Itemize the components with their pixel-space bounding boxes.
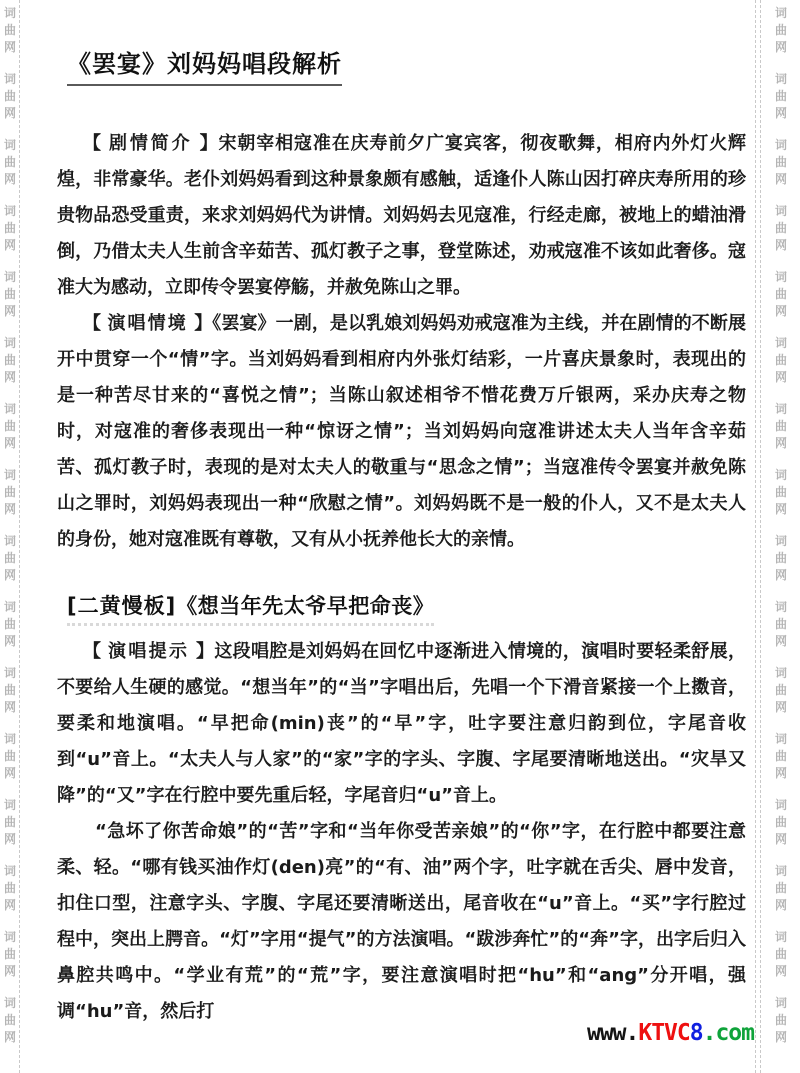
watermark-char: 网 [774, 898, 787, 912]
watermark-text-group [774, 731, 788, 782]
watermark-char: 曲 [774, 881, 787, 895]
watermark-char: 词 [774, 402, 787, 416]
watermark-text-group [774, 467, 788, 518]
watermark-text-group [3, 269, 17, 320]
watermark-char: 曲 [3, 485, 16, 499]
right-watermark-column [774, 5, 788, 1061]
watermark-char: 词 [3, 468, 16, 482]
paragraph-text: “急坏了你苦命娘”的“苦”字和“当年你受苦亲娘”的“你”字，在行腔中都要注意柔、轻。“哪有钱买油作灯(den)亮”的“有、油”两个字，吐字就在舌尖、唇中发音，扣住口型，注意字头、字腹、字尾还要清晰送出，尾音收在“u”音上。“买”字行腔过程中，突出上腭音。“灯”字用“提气”的方法演唱。“跋涉奔忙”的“奔”字，出字后归入鼻腔共鸣中。“学业有荒”的“荒”字，要注意演唱时把“hu”和“ang”分开唱，强调“hu”音，然后打 [57, 821, 746, 1022]
watermark-char: 网 [774, 172, 787, 186]
watermark-char: 词 [3, 6, 16, 20]
left-watermark-column [3, 5, 17, 1061]
watermark-char: 词 [3, 732, 16, 746]
watermark-char: 网 [774, 370, 787, 384]
label-open-bracket: 【 [83, 641, 108, 662]
watermark-char: 网 [3, 40, 16, 54]
aria-type-tag: [二黄慢板] [67, 594, 177, 618]
watermark-text-group [3, 995, 17, 1046]
watermark-char: 词 [3, 864, 16, 878]
site-url-segment: 8 [689, 1020, 703, 1046]
watermark-char: 网 [774, 106, 787, 120]
watermark-text-group [3, 797, 17, 848]
watermark-text-group [774, 5, 788, 56]
watermark-char: 词 [3, 204, 16, 218]
watermark-text-group [774, 863, 788, 914]
watermark-text-group [3, 401, 17, 452]
watermark-char: 词 [3, 600, 16, 614]
site-url-segment: .com [702, 1020, 754, 1046]
watermark-char: 网 [3, 964, 16, 978]
watermark-char: 词 [774, 996, 787, 1010]
watermark-char: 曲 [774, 221, 787, 235]
watermark-char: 词 [3, 270, 16, 284]
document-content [57, 0, 746, 1030]
watermark-char: 网 [774, 964, 787, 978]
watermark-char: 曲 [774, 617, 787, 631]
watermark-text-group [3, 203, 17, 254]
watermark-char: 曲 [774, 551, 787, 565]
watermark-char: 曲 [774, 1013, 787, 1027]
watermark-char: 词 [774, 336, 787, 350]
label-open-bracket: 【 [83, 133, 110, 154]
watermark-char: 网 [774, 700, 787, 714]
paragraph-singing-tips-continued [57, 814, 746, 1030]
watermark-text-group [3, 5, 17, 56]
watermark-char: 曲 [3, 749, 16, 763]
watermark-char: 曲 [3, 221, 16, 235]
watermark-char: 曲 [3, 815, 16, 829]
watermark-char: 网 [3, 700, 16, 714]
section-heading-row [57, 558, 746, 634]
watermark-char: 网 [3, 172, 16, 186]
watermark-char: 曲 [3, 947, 16, 961]
watermark-char: 曲 [3, 683, 16, 697]
watermark-char: 词 [774, 666, 787, 680]
watermark-char: 网 [3, 898, 16, 912]
watermark-text-group [774, 401, 788, 452]
left-dashed-rule [19, 0, 20, 1073]
watermark-char: 网 [774, 238, 787, 252]
paragraph-text: 宋朝宰相寇准在庆寿前夕广宴宾客，彻夜歌舞，相府内外灯火辉煌，非常豪华。老仆刘妈妈看到这种景象颇有感触，适逢仆人陈山因打碎庆寿所用的珍贵物品恐受重责，来求刘妈妈代为讲情。刘妈妈去见寇准，行经走廊，被地上的蜡油滑倒，乃借太夫人生前含辛茹苦、孤灯教子之事，登堂陈述，劝戒寇准不该如此奢侈。寇准大为感动，立即传令罢宴停觞，并赦免陈山之罪。 [57, 133, 746, 298]
paragraph-singing-tips [57, 634, 746, 814]
watermark-text-group [3, 71, 17, 122]
watermark-char: 网 [3, 238, 16, 252]
watermark-text-group [774, 599, 788, 650]
site-url-segment: KTVC [638, 1020, 690, 1046]
watermark-text-group [774, 665, 788, 716]
watermark-char: 网 [774, 832, 787, 846]
watermark-char: 网 [774, 304, 787, 318]
label-close-bracket: 】 [192, 133, 219, 154]
watermark-char: 网 [3, 436, 16, 450]
watermark-char: 词 [3, 402, 16, 416]
watermark-text-group [3, 137, 17, 188]
watermark-char: 曲 [3, 1013, 16, 1027]
watermark-char: 曲 [774, 485, 787, 499]
watermark-text-group [3, 467, 17, 518]
watermark-text-group [774, 929, 788, 980]
watermark-char: 词 [3, 930, 16, 944]
watermark-char: 网 [774, 568, 787, 582]
watermark-text-group [774, 533, 788, 584]
watermark-char: 曲 [774, 89, 787, 103]
watermark-text-group [3, 929, 17, 980]
watermark-char: 词 [774, 930, 787, 944]
watermark-char: 曲 [3, 551, 16, 565]
watermark-char: 曲 [3, 881, 16, 895]
watermark-char: 曲 [774, 683, 787, 697]
watermark-char: 网 [3, 370, 16, 384]
watermark-char: 词 [774, 72, 787, 86]
watermark-char: 曲 [774, 287, 787, 301]
watermark-char: 网 [774, 502, 787, 516]
watermark-char: 曲 [3, 23, 16, 37]
paragraph-text: 《罢宴》一剧，是以乳娘刘妈妈劝戒寇准为主线，并在剧情的不断展开中贯穿一个“情”字。当刘妈妈看到相府内外张灯结彩，一片喜庆景象时，表现出的是一种苦尽甘来的“喜悦之情”；当陈山叙述相爷不惜花费万斤银两，采办庆寿之物时，对寇准的奢侈表现出一种“惊讶之情”；当刘妈妈向寇准讲述太夫人当年含辛茹苦、孤灯教子时，表现的是对太夫人的敬重与“思念之情”；当寇准传令罢宴并赦免陈山之罪时，刘妈妈表现出一种“欣慰之情”。刘妈妈既不是一般的仆人，又不是太夫人的身份，她对寇准既有尊敬，又有从小抚养他长大的亲情。 [57, 313, 746, 550]
page-title: 《罢宴》刘妈妈唱段解析 [67, 44, 342, 86]
watermark-char: 词 [774, 6, 787, 20]
watermark-char: 曲 [774, 749, 787, 763]
watermark-char: 词 [774, 732, 787, 746]
watermark-char: 曲 [774, 23, 787, 37]
document-body [57, 126, 746, 1030]
watermark-char: 网 [3, 568, 16, 582]
watermark-char: 网 [3, 832, 16, 846]
watermark-char: 词 [3, 534, 16, 548]
watermark-char: 网 [3, 766, 16, 780]
paragraph-synopsis [57, 126, 746, 306]
watermark-char: 曲 [774, 947, 787, 961]
watermark-char: 词 [3, 666, 16, 680]
watermark-char: 词 [774, 798, 787, 812]
paragraph-label: 【 剧情简介 】 [83, 133, 219, 154]
site-url-watermark [587, 1022, 754, 1045]
watermark-char: 曲 [3, 287, 16, 301]
watermark-char: 词 [3, 336, 16, 350]
watermark-char: 曲 [3, 353, 16, 367]
watermark-char: 网 [774, 40, 787, 54]
watermark-text-group [774, 797, 788, 848]
watermark-text-group [774, 137, 788, 188]
watermark-text-group [774, 995, 788, 1046]
watermark-char: 曲 [3, 419, 16, 433]
right-dashed-rule-inner [760, 0, 761, 1073]
watermark-text-group [3, 731, 17, 782]
paragraph-text: 这段唱腔是刘妈妈在回忆中逐渐进入情境的，演唱时要轻柔舒展，不要给人生硬的感觉。“想当年”的“当”字唱出后，先唱一个下滑音紧接一个上擞音，要柔和地演唱。“早把命(min)丧”的“早”字，吐字要注意归韵到位，字尾音收到“u”音上。“太夫人与人家”的“家”字的字头、字腹、字尾要清晰地送出。“灾旱又降”的“又”字在行腔中要先重后轻，字尾音归“u”音上。 [57, 641, 746, 806]
watermark-text-group [774, 269, 788, 320]
watermark-char: 网 [774, 634, 787, 648]
watermark-char: 网 [774, 1030, 787, 1044]
watermark-char: 词 [774, 138, 787, 152]
watermark-char: 网 [3, 304, 16, 318]
watermark-text-group [3, 665, 17, 716]
watermark-char: 词 [3, 996, 16, 1010]
watermark-text-group [774, 203, 788, 254]
watermark-char: 曲 [3, 617, 16, 631]
paragraph-label: 【 演唱提示 】 [83, 641, 215, 662]
watermark-char: 词 [3, 72, 16, 86]
watermark-char: 词 [774, 600, 787, 614]
watermark-text-group [3, 599, 17, 650]
site-url-segment: www. [586, 1020, 639, 1046]
watermark-char: 网 [3, 1030, 16, 1044]
watermark-text-group [3, 533, 17, 584]
watermark-char: 词 [774, 468, 787, 482]
aria-title: 《想当年先太爷早把命丧》 [176, 594, 435, 618]
watermark-char: 曲 [3, 89, 16, 103]
watermark-text-group [774, 71, 788, 122]
watermark-char: 网 [774, 436, 787, 450]
watermark-char: 网 [774, 766, 787, 780]
watermark-text-group [3, 335, 17, 386]
watermark-char: 网 [3, 106, 16, 120]
watermark-char: 词 [3, 798, 16, 812]
watermark-char: 曲 [774, 155, 787, 169]
watermark-text-group [3, 863, 17, 914]
watermark-char: 曲 [3, 155, 16, 169]
watermark-char: 曲 [774, 353, 787, 367]
right-dashed-rule-outer [755, 0, 756, 1073]
watermark-char: 曲 [774, 419, 787, 433]
label-open-bracket: 【 [83, 313, 108, 334]
watermark-char: 网 [3, 502, 16, 516]
watermark-char: 词 [774, 864, 787, 878]
watermark-char: 词 [774, 534, 787, 548]
label-close-bracket: 】 [189, 641, 215, 662]
watermark-text-group [774, 335, 788, 386]
section-heading [67, 590, 434, 626]
paragraph-label: 【 演唱情境 】 [83, 313, 213, 334]
watermark-char: 词 [774, 204, 787, 218]
paragraph-context [57, 306, 746, 558]
watermark-char: 词 [3, 138, 16, 152]
watermark-char: 词 [774, 270, 787, 284]
label-close-bracket: 】 [187, 313, 213, 334]
watermark-char: 网 [3, 634, 16, 648]
watermark-char: 曲 [774, 815, 787, 829]
